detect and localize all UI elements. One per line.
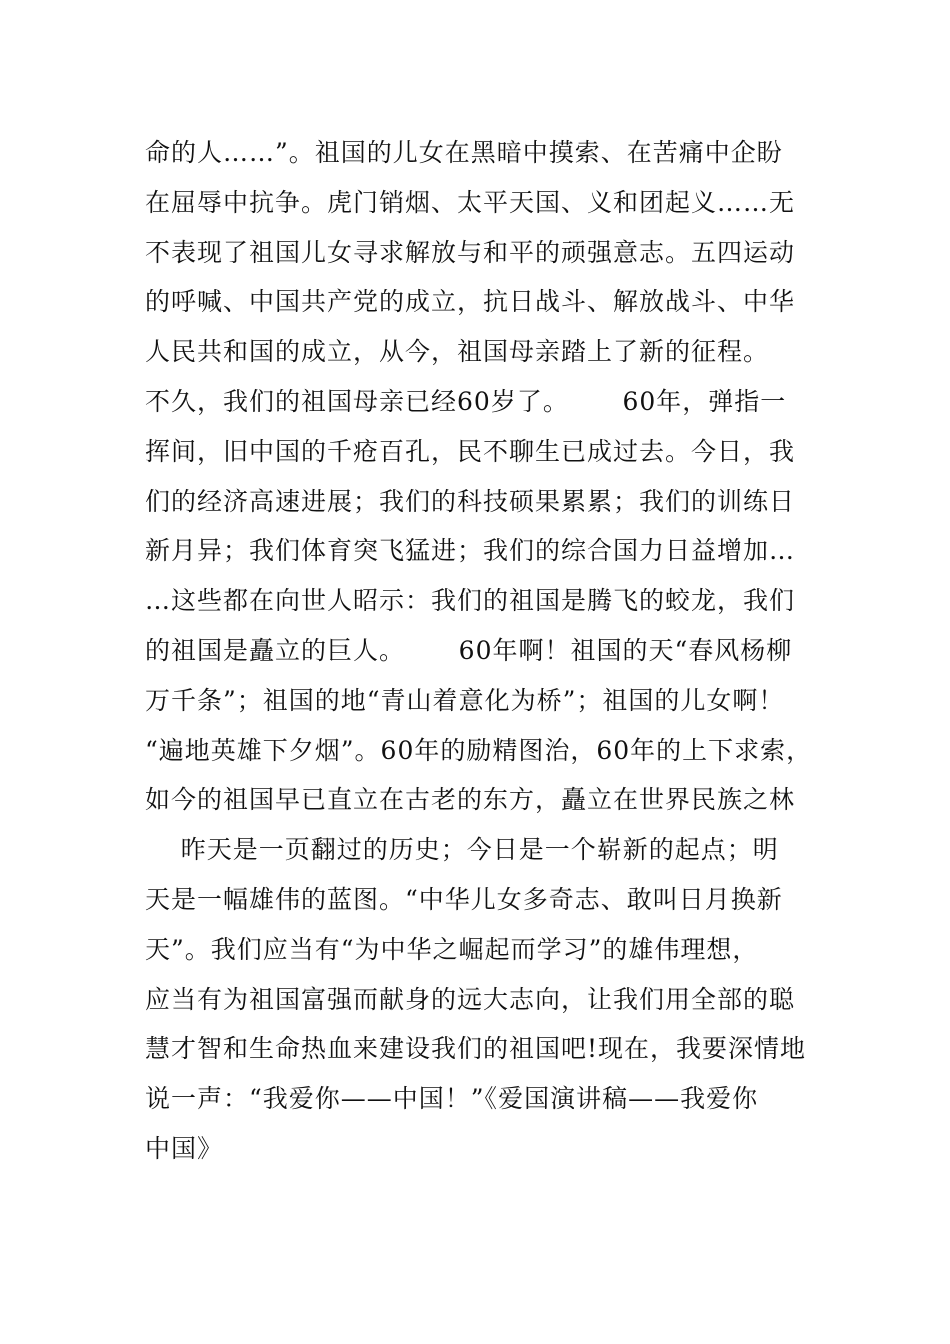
text-line: 天”。我们应当有“为中华之崛起而学习”的雄伟理想， xyxy=(145,934,759,964)
text-line: 天是一幅雄伟的蓝图。“中华儿女多奇志、敢叫日月换新 xyxy=(145,884,783,914)
text-line: 人民共和国的成立，从今，祖国母亲踏上了新的征程。 xyxy=(145,337,770,367)
text-line: 挥间，旧中国的千疮百孔，民不聊生已成过去。今日，我 xyxy=(145,436,796,466)
text-line: 万千条”；祖国的地“青山着意化为桥”；祖国的儿女啊！ xyxy=(145,685,785,715)
text-line: …这些都在向世人昭示：我们的祖国是腾飞的蛟龙，我们 xyxy=(145,586,796,616)
text-line: 慧才智和生命热血来建设我们的祖国吧!现在，我要深情地 xyxy=(145,1034,807,1064)
text-line: 命的人……”。祖国的儿女在黑暗中摸索、在苦痛中企盼 xyxy=(145,138,783,167)
text-line: 不久，我们的祖国母亲已经60岁了。 60年，弹指一 xyxy=(145,386,787,416)
text-line: 新月异；我们体育突飞猛进；我们的综合国力日益增加… xyxy=(145,536,796,566)
text-line: “遍地英雄下夕烟”。60年的励精图治，60年的上下求索， xyxy=(145,735,813,765)
body-text xyxy=(145,128,835,1174)
text-line: 不表现了祖国儿女寻求解放与和平的顽强意志。五四运动 xyxy=(145,237,796,267)
text-line: 们的经济高速进展；我们的科技硕果累累；我们的训练日 xyxy=(145,486,796,516)
text-line: 如今的祖国早已直立在古老的东方，矗立在世界民族之林 xyxy=(145,785,796,815)
text-line: 在屈辱中抗争。虎门销烟、太平天国、义和团起义……无 xyxy=(145,187,796,217)
paragraph-start-line: 昨天是一页翻过的历史；今日是一个崭新的起点；明 xyxy=(145,835,779,865)
text-line: 的呼喊、中国共产党的成立，抗日战斗、解放战斗、中华 xyxy=(145,287,796,317)
text-line: 应当有为祖国富强而献身的远大志向，让我们用全部的聪 xyxy=(145,984,796,1014)
text-line: 说一声：“我爱你——中国！”《爱国演讲稿——我爱你 xyxy=(145,1084,759,1114)
text-line: 的祖国是矗立的巨人。 60年啊！祖国的天“春风杨柳 xyxy=(145,635,793,665)
text-line: 中国》 xyxy=(145,1133,224,1163)
